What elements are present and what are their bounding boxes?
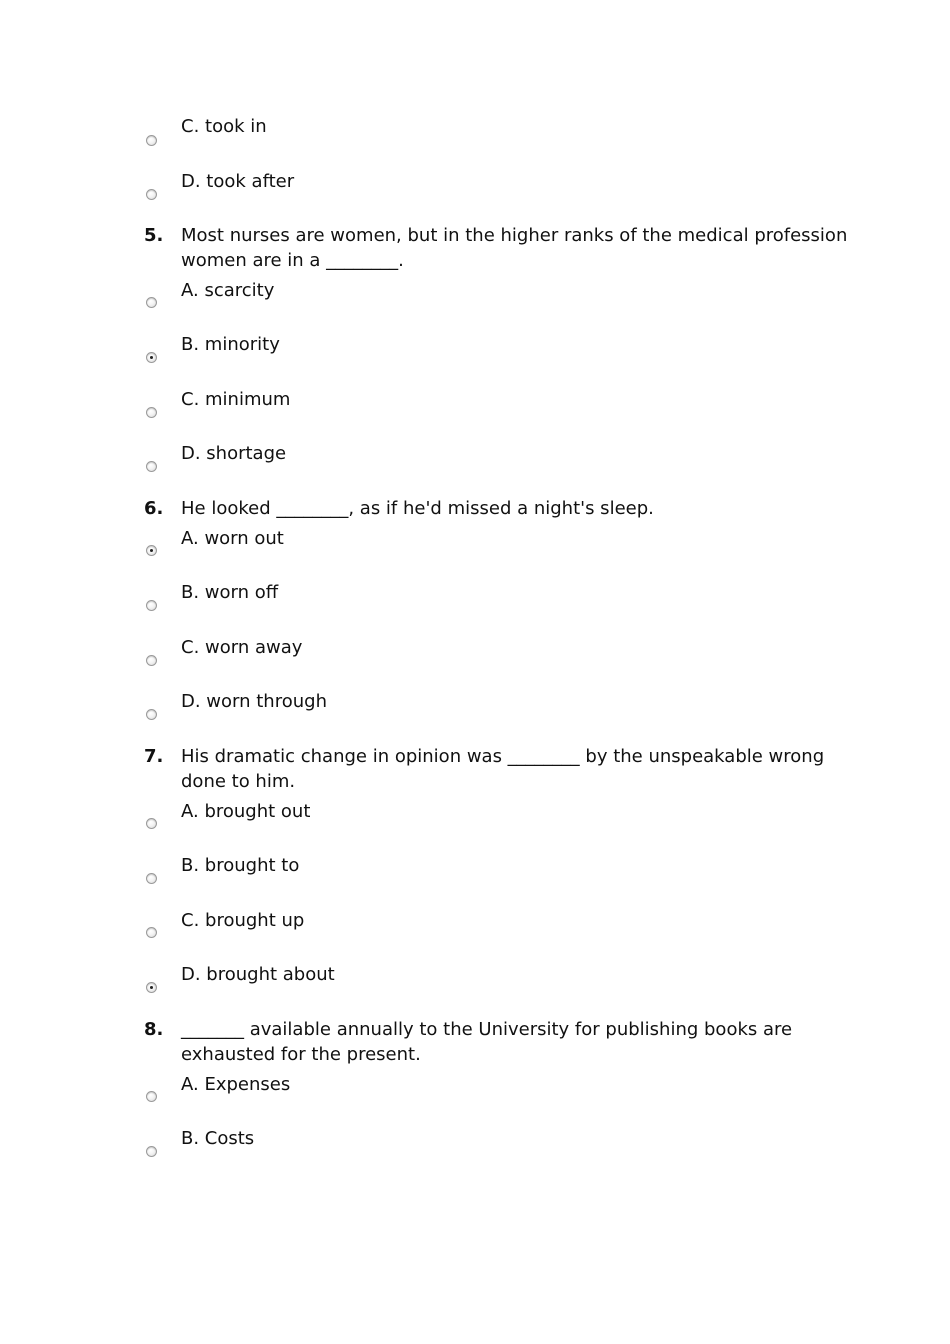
option-label-q6-c: C. worn away — [181, 637, 303, 658]
question-stem-line2: exhausted for the present. — [181, 1044, 421, 1065]
radio-q6-d[interactable] — [146, 709, 157, 720]
option-label-q7-a: A. brought out — [181, 801, 311, 822]
option-label-q4-d: D. took after — [181, 171, 295, 192]
radio-q6-b[interactable] — [146, 600, 157, 611]
option-label-q6-d: D. worn through — [181, 691, 327, 712]
option-label-q5-a: A. scarcity — [181, 280, 275, 301]
question-number: 5. — [144, 225, 164, 246]
question-stem: He looked ________, as if he'd missed a night's sleep. — [181, 498, 654, 519]
radio-q7-b[interactable] — [146, 873, 157, 884]
option-label-q5-b: B. minority — [181, 334, 280, 355]
option-label-q8-b: B. Costs — [181, 1128, 255, 1149]
question-stem-line2: done to him. — [181, 771, 296, 792]
option-label-q4-c: C. took in — [181, 116, 267, 137]
question-number: 8. — [144, 1019, 164, 1040]
radio-q7-d[interactable] — [146, 982, 157, 993]
question-stem: His dramatic change in opinion was ________ by the unspeakable wrong — [181, 746, 825, 767]
question-stem: Most nurses are women, but in the higher ranks of the medical profession — [181, 225, 848, 246]
radio-q5-a[interactable] — [146, 297, 157, 308]
option-label-q8-a: A. Expenses — [181, 1074, 291, 1095]
question-stem: _______ available annually to the University for publishing books are — [181, 1019, 793, 1040]
option-label-q7-d: D. brought about — [181, 964, 335, 985]
option-label-q7-c: C. brought up — [181, 910, 305, 931]
radio-q5-d[interactable] — [146, 461, 157, 472]
radio-q7-a[interactable] — [146, 818, 157, 829]
option-label-q7-b: B. brought to — [181, 855, 300, 876]
radio-q6-c[interactable] — [146, 655, 157, 666]
radio-q4-c[interactable] — [146, 135, 157, 146]
option-label-q6-b: B. worn off — [181, 582, 279, 603]
question-stem-line2: women are in a ________. — [181, 250, 404, 271]
radio-q8-a[interactable] — [146, 1091, 157, 1102]
option-label-q6-a: A. worn out — [181, 528, 284, 549]
radio-q5-b[interactable] — [146, 352, 157, 363]
radio-q6-a[interactable] — [146, 545, 157, 556]
radio-q8-b[interactable] — [146, 1146, 157, 1157]
question-number: 7. — [144, 746, 164, 767]
radio-q5-c[interactable] — [146, 407, 157, 418]
radio-q7-c[interactable] — [146, 927, 157, 938]
option-label-q5-d: D. shortage — [181, 443, 287, 464]
option-label-q5-c: C. minimum — [181, 389, 291, 410]
question-number: 6. — [144, 498, 164, 519]
radio-q4-d[interactable] — [146, 189, 157, 200]
